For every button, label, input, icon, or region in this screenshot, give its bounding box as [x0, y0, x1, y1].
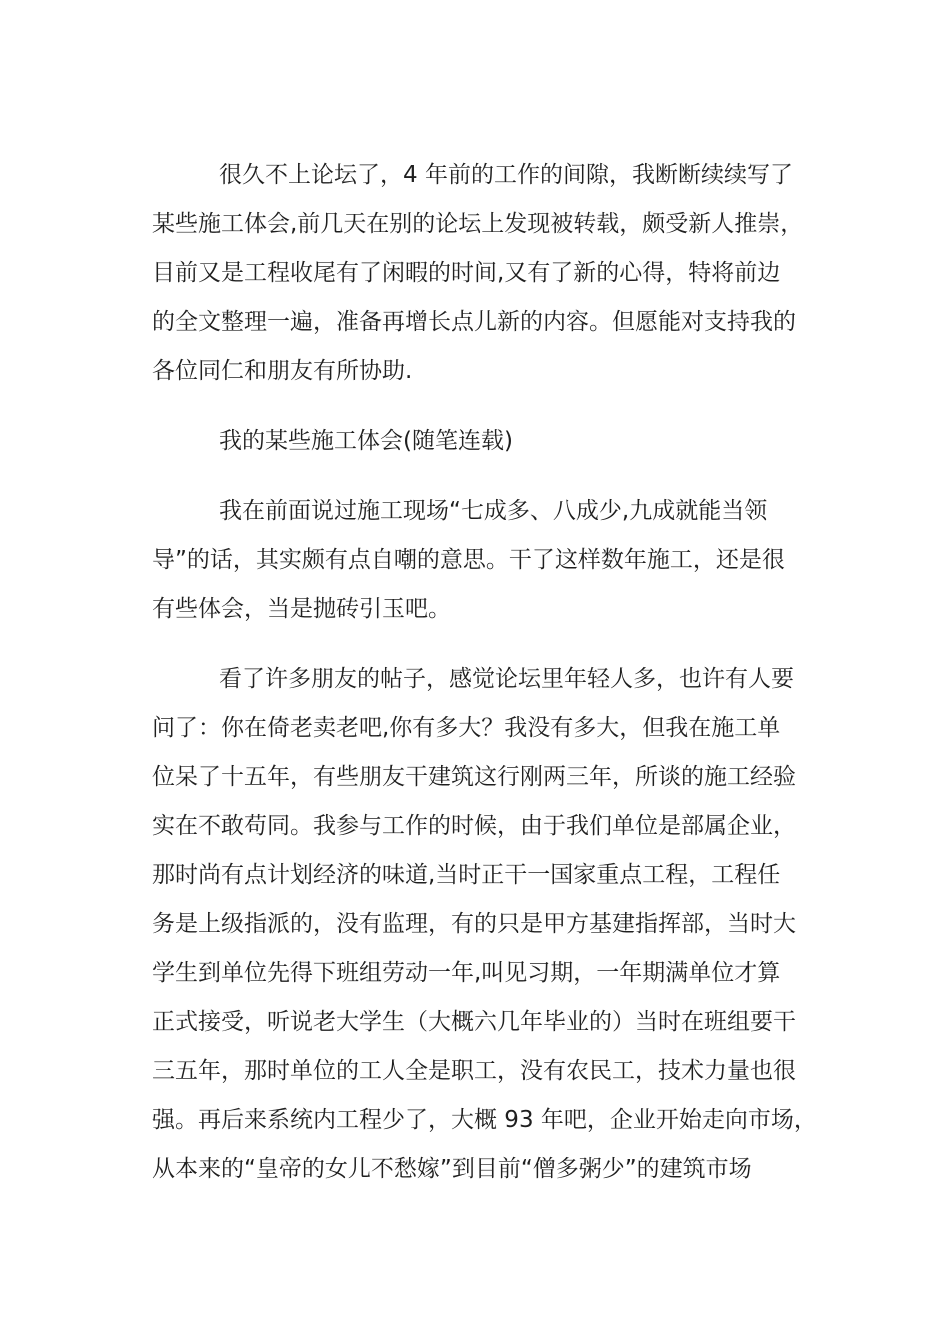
text-line: 目前又是工程收尾有了闲暇的时间,又有了新的心得，特将前边: [152, 260, 781, 286]
text-line: 学生到单位先得下班组劳动一年,叫见习期，一年期满单位才算: [152, 960, 781, 986]
text-line: 从本来的“皇帝的女儿不愁嫁”到目前“僧多粥少”的建筑市场: [152, 1156, 752, 1182]
document-body: [152, 151, 817, 1215]
text-line: 某些施工体会,前几天在别的论坛上发现被转载，颇受新人推崇，: [152, 211, 804, 237]
text-line: 各位同仁和朋友有所协助.: [152, 358, 413, 384]
text-line: 有些体会，当是抛砖引玉吧。: [152, 596, 451, 622]
text-line: 我在前面说过施工现场“七成多、八成少,九成就能当领: [219, 498, 768, 524]
text-line: 正式接受，听说老大学生（大概六几年毕业的）当时在班组要干: [152, 1009, 796, 1035]
text-line: 三五年，那时单位的工人全是职工，没有农民工，技术力量也很: [152, 1058, 796, 1084]
section-title: [152, 417, 780, 466]
text-line: 我的某些施工体会(随笔连载): [219, 428, 513, 454]
text-line: 实在不敢苟同。我参与工作的时候，由于我们单位是部属企业，: [152, 813, 796, 839]
paragraph-opening: [152, 487, 785, 634]
text-line: 务是上级指派的，没有监理，有的只是甲方基建指挥部，当时大: [152, 911, 796, 937]
text-line: 导”的话，其实颇有点自嘲的意思。干了这样数年施工，还是很: [152, 547, 785, 573]
text-line: 问了：你在倚老卖老吧,你有多大？我没有多大，但我在施工单: [152, 715, 781, 741]
text-line: 那时尚有点计划经济的味道,当时正干一国家重点工程，工程任: [152, 862, 781, 888]
text-line: 位呆了十五年，有些朋友干建筑这行刚两三年，所谈的施工经验: [152, 764, 796, 790]
paragraph-experience: [152, 655, 817, 1194]
text-line: 强。再后来系统内工程少了，大概 93 年吧，企业开始走向市场，: [152, 1107, 817, 1133]
text-line: 看了许多朋友的帖子，感觉论坛里年轻人多，也许有人要: [219, 666, 794, 692]
text-line: 很久不上论坛了，4 年前的工作的间隙，我断断续续写了: [219, 162, 793, 188]
paragraph-intro: [152, 151, 804, 396]
text-line: 的全文整理一遍，准备再增长点儿新的内容。但愿能对支持我的: [152, 309, 796, 335]
